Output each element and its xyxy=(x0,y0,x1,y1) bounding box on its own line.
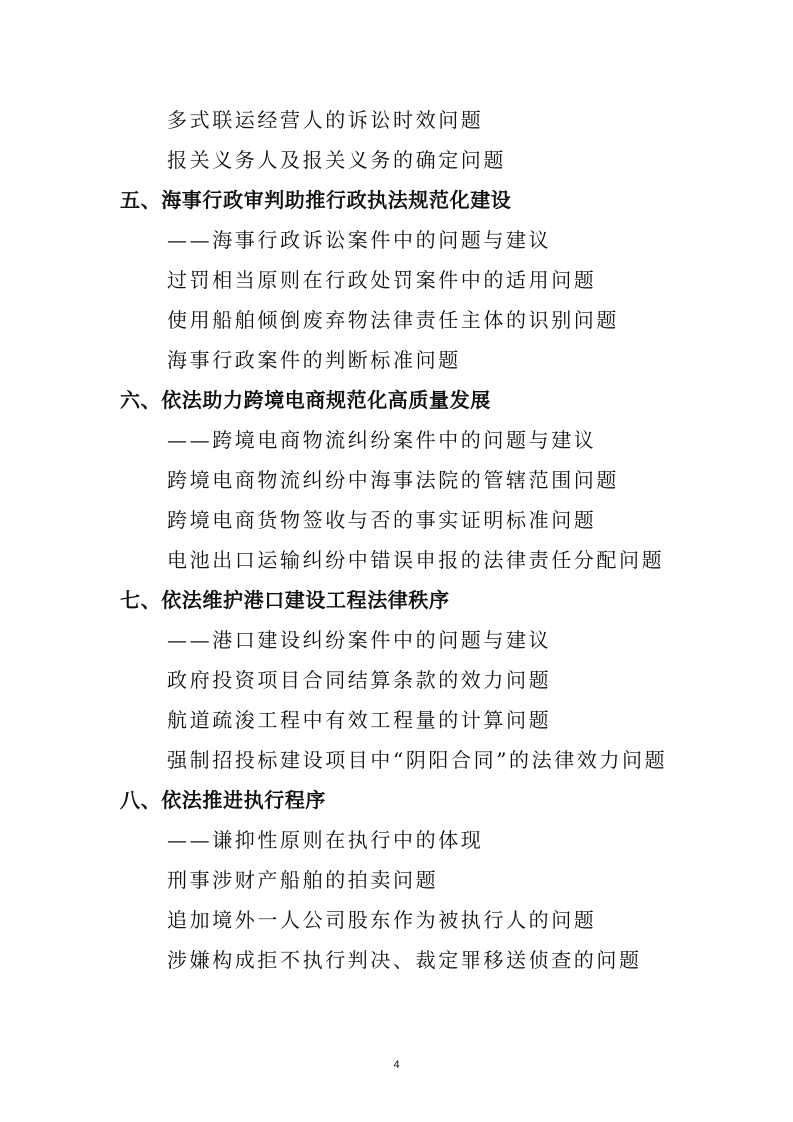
section-subtitle: ——跨境电商物流纠纷案件中的问题与建议 xyxy=(167,428,597,452)
page-number: 4 xyxy=(393,1059,400,1071)
toc-item: 政府投资项目合同结算条款的效力问题 xyxy=(167,668,552,692)
section-heading: 七、依法维护港口建设工程法律秩序 xyxy=(120,588,450,612)
toc-item: 强制招投标建设项目中“阴阳合同”的法律效力问题 xyxy=(167,748,668,772)
toc-item: 电池出口运输纠纷中错误申报的法律责任分配问题 xyxy=(167,548,665,572)
toc-item: 使用船舶倾倒废弃物法律责任主体的识别问题 xyxy=(167,308,619,332)
toc-item: 多式联运经营人的诉讼时效问题 xyxy=(167,108,484,132)
section-heading: 八、依法推进执行程序 xyxy=(120,788,326,812)
toc-item: 涉嫌构成拒不执行判决、裁定罪移送侦查的问题 xyxy=(167,948,642,972)
toc-item: 过罚相当原则在行政处罚案件中的适用问题 xyxy=(167,268,597,292)
toc-item: 海事行政案件的判断标准问题 xyxy=(167,348,461,372)
toc-item: 追加境外一人公司股东作为被执行人的问题 xyxy=(167,908,597,932)
toc-item: 跨境电商物流纠纷中海事法院的管辖范围问题 xyxy=(167,468,619,492)
toc-item: 报关义务人及报关义务的确定问题 xyxy=(167,148,506,172)
toc-item: 跨境电商货物签收与否的事实证明标准问题 xyxy=(167,508,597,532)
section-heading: 六、依法助力跨境电商规范化高质量发展 xyxy=(120,388,491,412)
section-heading: 五、海事行政审判助推行政执法规范化建设 xyxy=(120,188,512,212)
toc-item: 航道疏浚工程中有效工程量的计算问题 xyxy=(167,708,552,732)
section-subtitle: ——海事行政诉讼案件中的问题与建议 xyxy=(167,228,552,252)
toc-item: 刑事涉财产船舶的拍卖问题 xyxy=(167,868,439,892)
section-subtitle: ——港口建设纠纷案件中的问题与建议 xyxy=(167,628,552,652)
section-subtitle: ——谦抑性原则在执行中的体现 xyxy=(167,828,484,852)
